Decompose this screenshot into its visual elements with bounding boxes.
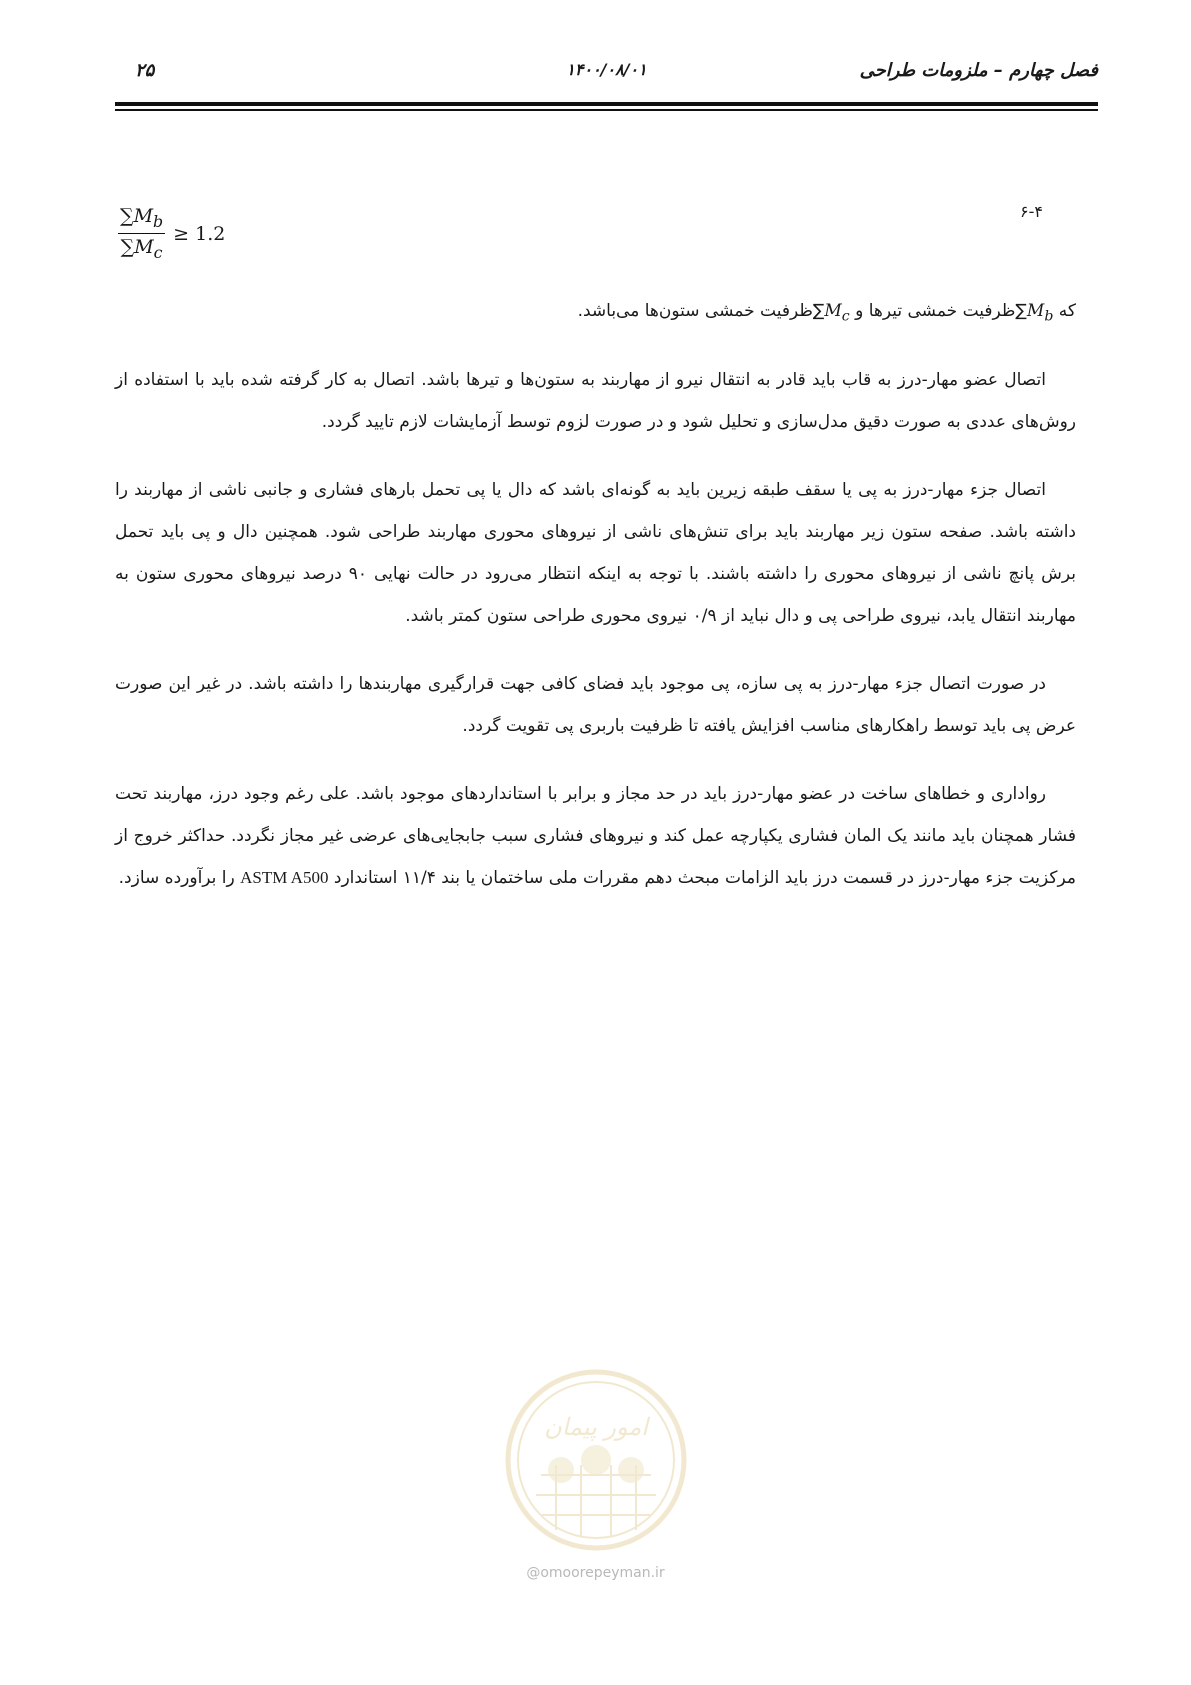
paragraph-connection-frame: اتصال عضو مهار-درز به قاب باید قادر به انتقال نیرو از مهاربند به ستون‌ها و تیرها باشد. اتصال به کار گرفته شده باید با استفاده از روش‌های عددی به صورت دقیق مدل‌سازی و تحلیل شود و در صورت لزوم توسط آزمایشات لازم تایید گردد.	[115, 370, 1076, 433]
equation-fraction	[118, 205, 165, 262]
watermark-logo	[501, 1365, 691, 1555]
fraction-bar	[118, 233, 165, 235]
standard-reference: ASTM A500	[240, 868, 329, 888]
page-header	[115, 52, 1098, 92]
header-date: ۱۴۰۰/۰۸/۰۱	[566, 60, 647, 79]
definition-paragraph: که $M_b\sum ظرفیت$ خمشی تیرها و $M_c\sum ظرفیت$ خمشی ستون‌ها می‌باشد.	[577, 301, 1076, 325]
page-number: ۲۵	[135, 60, 155, 81]
paragraph-tolerances: رواداری و خطاهای ساخت در عضو مهار-درز باید در حد مجاز و برابر با استانداردهای موجود باشد. علی رغم وجود درز، مهاربند تحت فشار همچنان باید مانند یک المان فشاری یکپارچه عمل کند و نیروهای فشاری سبب جابجایی‌های عرضی غیر مجاز نگردد. حداکثر خروج از مرکزیت جزء مهار-درز در قسمت درز باید الزامات مبحث دهم مقررات ملی ساختمان یا بند ۱۱/۴ استاندارد ASTM A500 را برآورده سازد.	[115, 784, 1076, 889]
chapter-title: فصل چهارم – ملزومات طراحی	[859, 60, 1098, 81]
paragraph-foundation-space: در صورت اتصال جزء مهار-درز به پی سازه، پی موجود باید فضای کافی جهت قرارگیری مهاربندها را داشته باشد. در غیر این صورت عرض پی باید توسط راهکارهای مناسب افزایش یافته تا ظرفیت باربری پی تقویت گردد.	[115, 674, 1076, 737]
equation-relation: ≥ 1.2	[173, 222, 226, 245]
paragraph-connection-foundation: اتصال جزء مهار-درز به پی یا سقف طبقه زیرین باید به گونه‌ای باشد که دال یا پی تحمل بارهای فشاری و جانبی ناشی از مهاربند را داشته باشد. صفحه ستون زیر مهاربند باید برای تنش‌های ناشی از نیروهای محوری مهاربند طراحی شود. همچنین دال و پی باید تحمل برش پانچ ناشی از نیروهای محوری را داشته باشند. با توجه به اینکه انتظار می‌رود در حالت نهایی ۹۰ درصد نیروهای محوری ستون به مهاربند انتقال یابد، نیروی طراحی پی و دال نباید از ۰/۹ نیروی محوری طراحی ستون کمتر باشد.	[115, 480, 1076, 627]
header-rule-thick	[115, 102, 1098, 106]
watermark-url: @omoorepeyman.ir	[526, 1565, 665, 1581]
equation-number: ۶-۴	[1020, 202, 1043, 221]
header-rule-thin	[115, 109, 1098, 111]
watermark-logo-text: امور پیمان	[543, 1413, 648, 1441]
equation	[118, 205, 225, 262]
equation-numerator: $\sum M_b$	[120, 205, 164, 231]
equation-denominator: $\sum M_c$	[120, 236, 163, 263]
body-text	[115, 290, 1076, 925]
